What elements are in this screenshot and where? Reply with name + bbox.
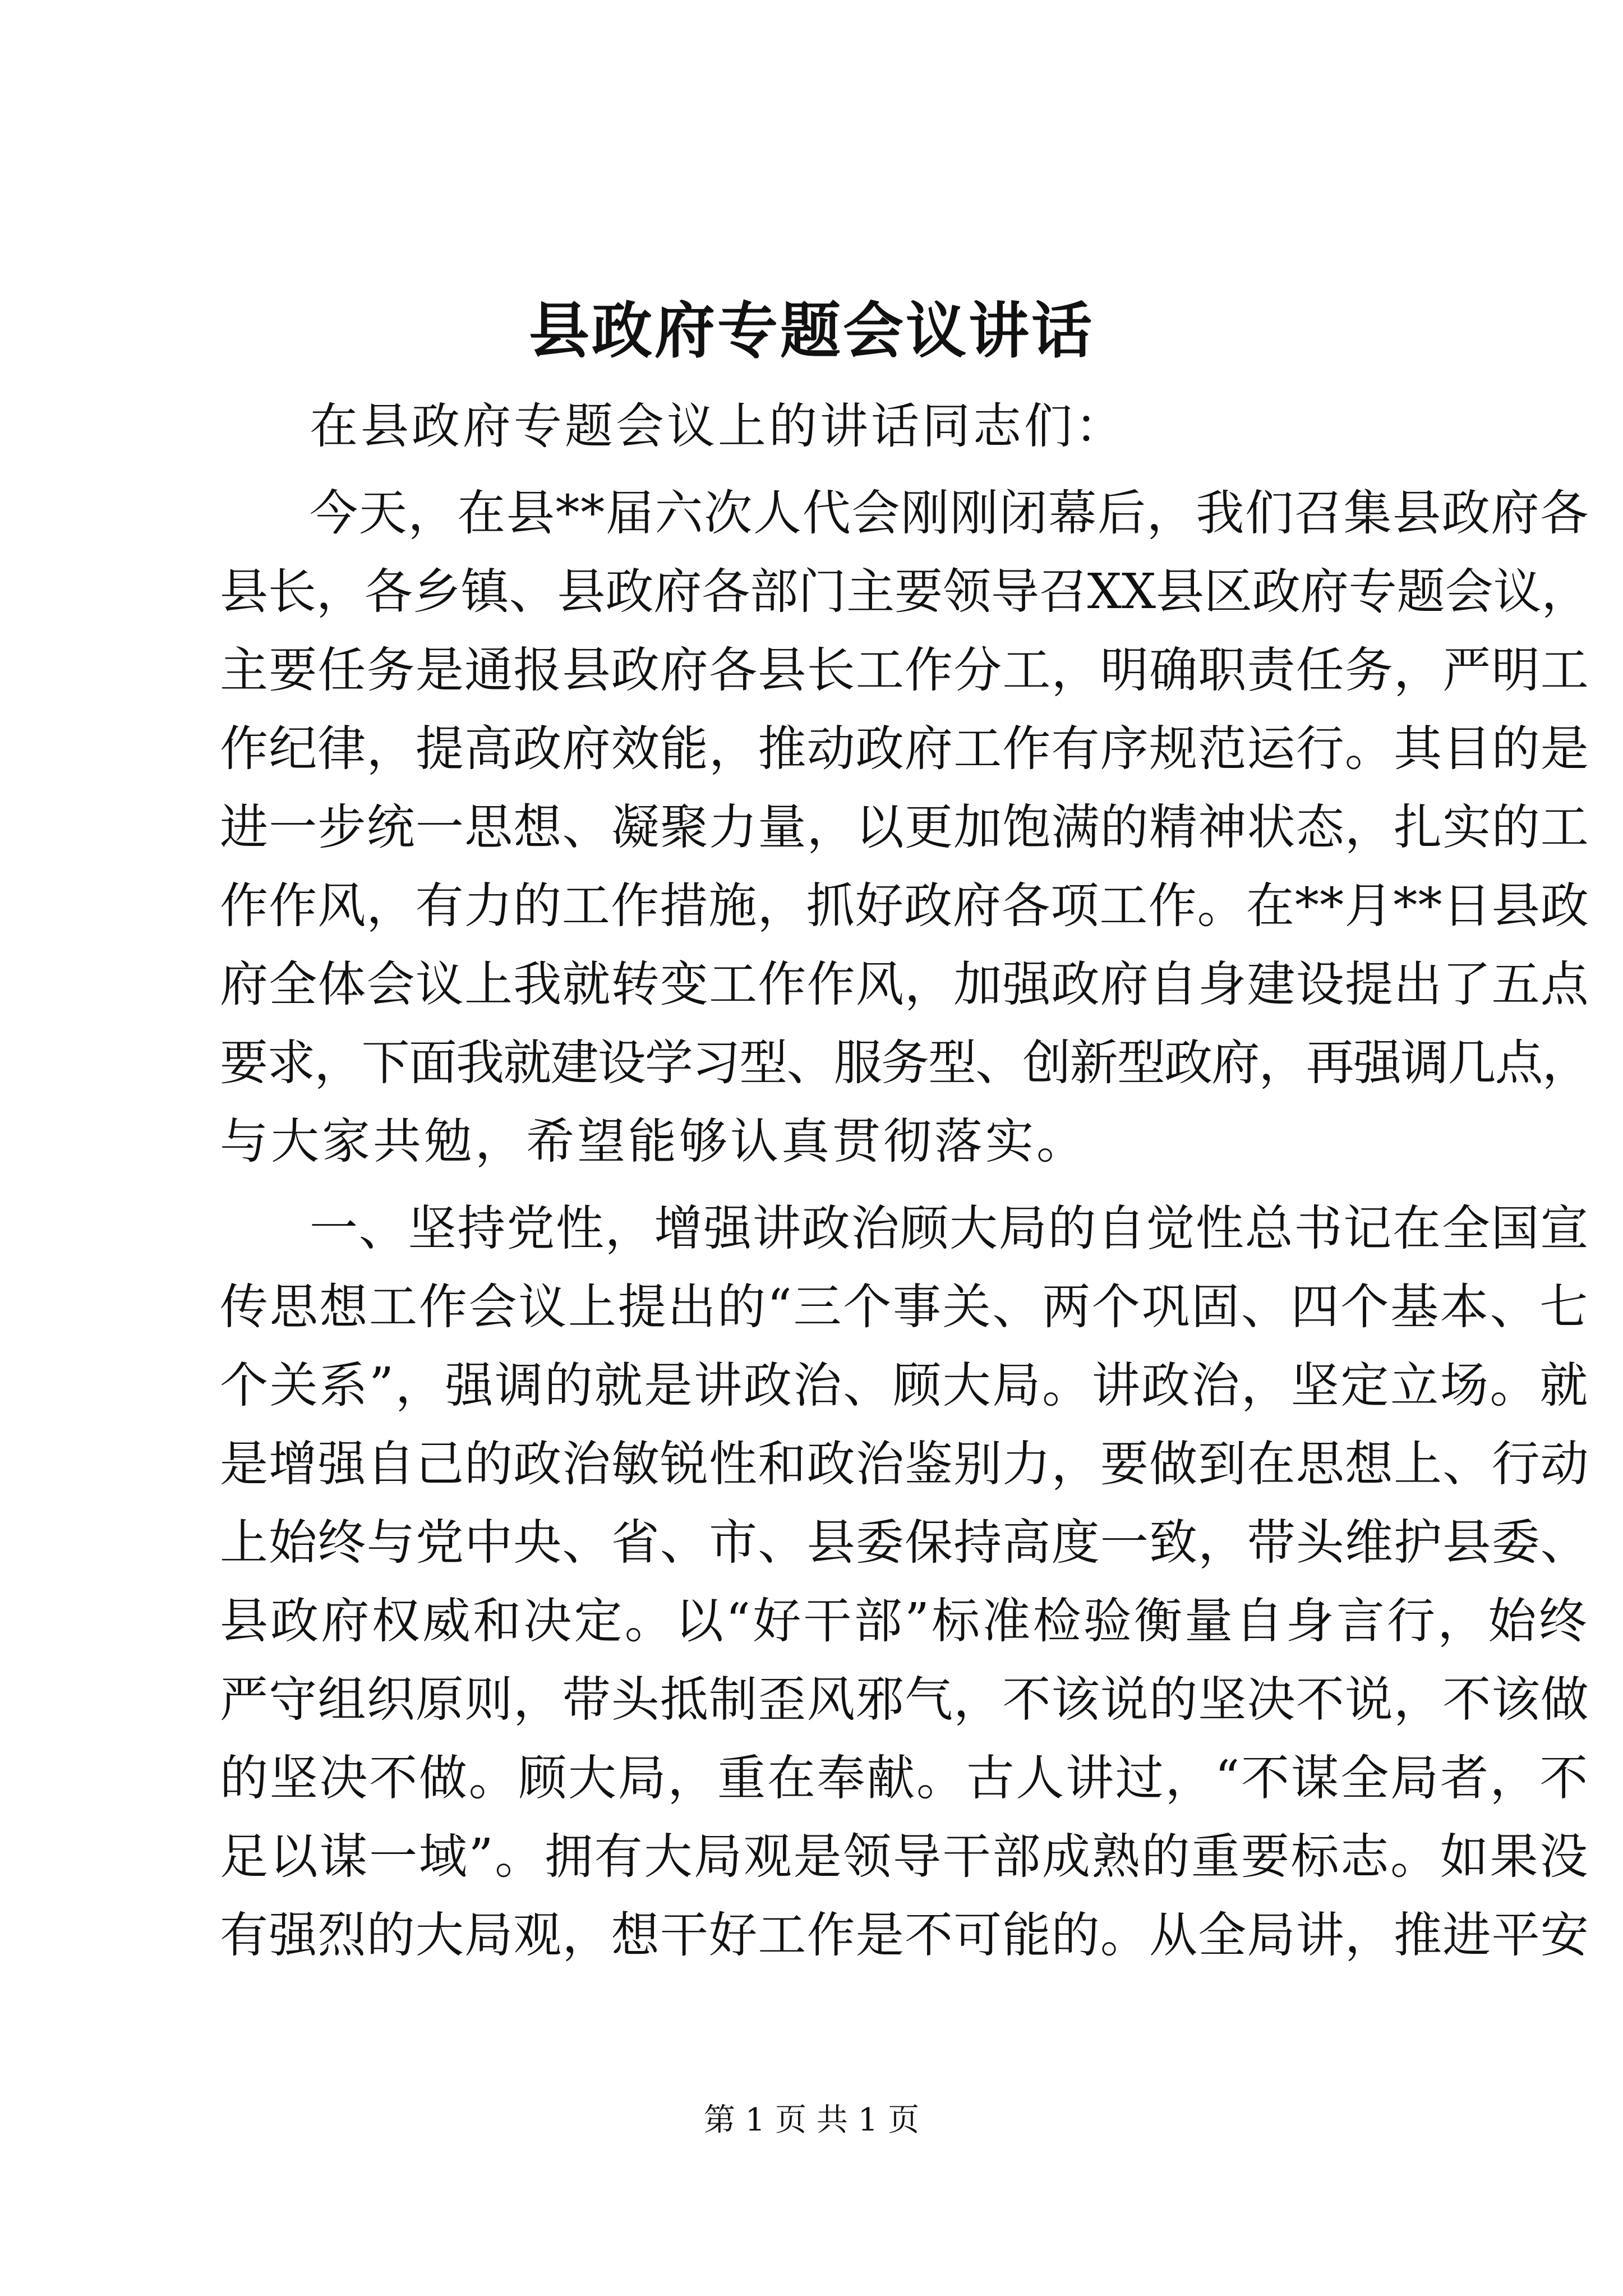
- text-line-5: 作纪律，提高政府效能，推动政府工作有序规范运行。其目的是: [220, 721, 1589, 777]
- page-title: 县政府专题会议讲话: [528, 296, 1094, 366]
- text-line-16: 县政府权威和决定。以“好干部”标准检验衡量自身言行，始终: [220, 1593, 1589, 1649]
- text-line-19: 足以谋一域”。拥有大局观是领导干部成熟的重要标志。如果没: [220, 1829, 1589, 1885]
- text-line-18: 的坚决不做。顾大局，重在奉献。古人讲过，“不谋全局者，不: [220, 1750, 1589, 1806]
- text-line-8: 府全体会议上我就转变工作作风，加强政府自身建设提出了五点: [220, 956, 1589, 1013]
- text-line-2: 今天，在县**届六次人代会刚刚闭幕后，我们召集县政府各: [310, 485, 1589, 541]
- text-line-4: 主要任务是通报县政府各县长工作分工，明确职责任务，严明工: [220, 642, 1589, 698]
- text-line-7: 作作风，有力的工作措施，抓好政府各项工作。在**月**日县政: [220, 878, 1589, 934]
- page-footer: 第 1 页 共 1 页: [703, 2102, 920, 2138]
- text-line-14: 是增强自己的政治敏锐性和政治鉴别力，要做到在思想上、行动: [220, 1436, 1589, 1492]
- text-line-17: 严守组织原则，带头抵制歪风邪气，不该说的坚决不说，不该做: [220, 1672, 1589, 1728]
- text-line-10: 与大家共勉，希望能够认真贯彻落实。: [220, 1114, 1087, 1170]
- text-line-6: 进一步统一思想、凝聚力量，以更加饱满的精神状态，扎实的工: [220, 799, 1589, 855]
- text-line-11: 一、坚持党性，增强讲政治顾大局的自觉性总书记在全国宣: [310, 1200, 1589, 1257]
- text-line-15: 上始终与党中央、省、市、县委保持高度一致，带头维护县委、: [220, 1515, 1589, 1571]
- text-line-12: 传思想工作会议上提出的“三个事关、两个巩固、四个基本、七: [220, 1279, 1589, 1335]
- text-line-20: 有强烈的大局观，想干好工作是不可能的。从全局讲，推进平安: [220, 1907, 1589, 1963]
- text-line-1: 在县政府专题会议上的讲话同志们：: [310, 398, 1126, 454]
- text-line-13: 个关系”，强调的就是讲政治、顾大局。讲政治，坚定立场。就: [220, 1358, 1589, 1414]
- text-line-9: 要求，下面我就建设学习型、服务型、创新型政府，再强调几点，: [220, 1035, 1589, 1091]
- text-line-3: 县长，各乡镇、县政府各部门主要领导召XX县区政府专题会议，: [220, 564, 1590, 620]
